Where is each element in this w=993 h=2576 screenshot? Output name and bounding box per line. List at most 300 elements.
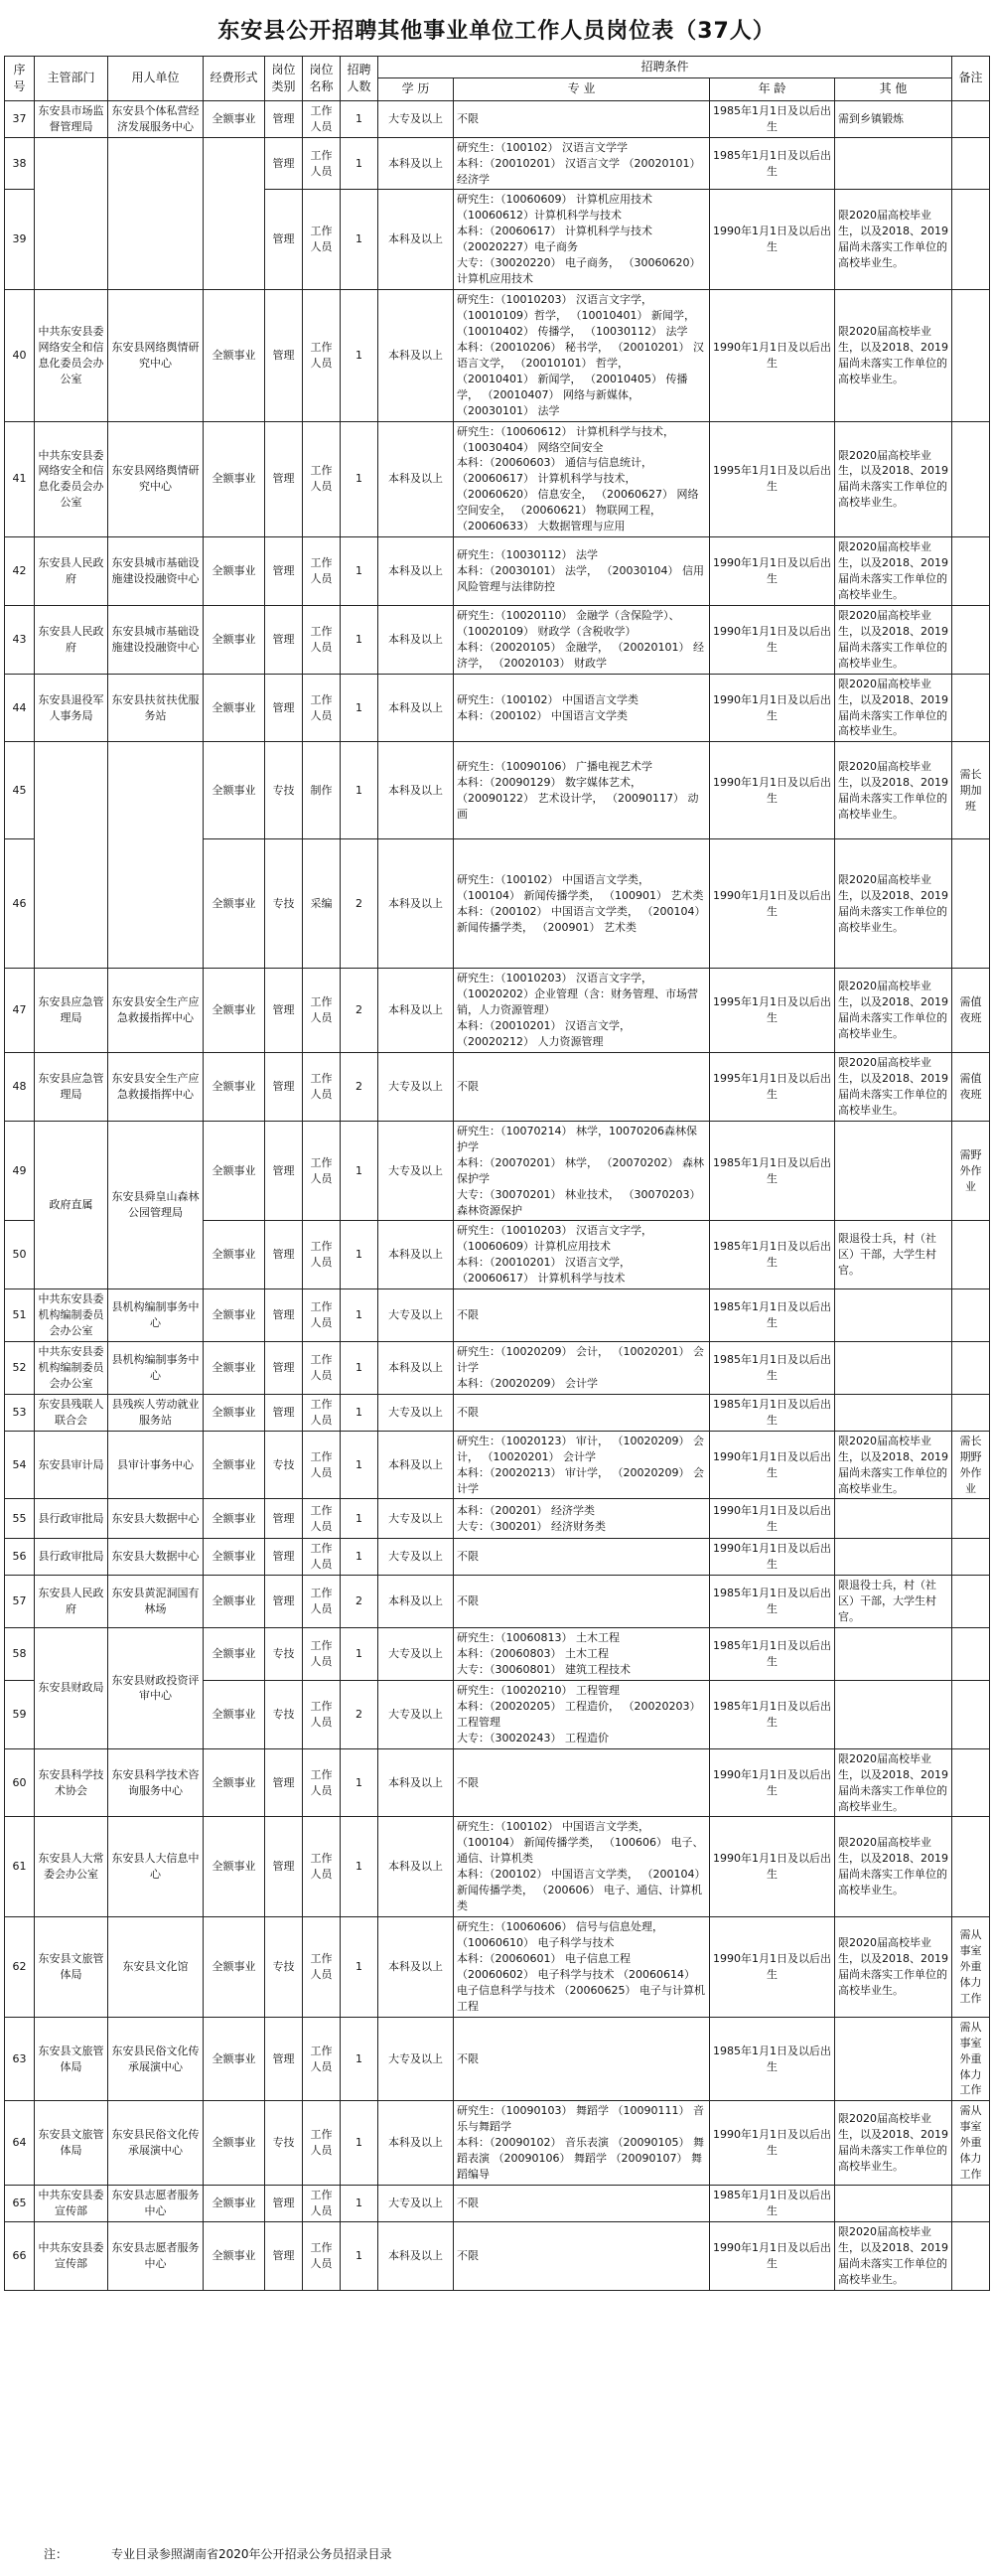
age-cell: 1990年1月1日及以后出生 (710, 2221, 835, 2290)
table-row (5, 1748, 990, 1817)
age-cell: 1995年1月1日及以后出生 (710, 421, 835, 537)
education-cell: 大专及以上 (378, 100, 454, 137)
major-cell: 研究生：（10030112） 法学 本科：（20030101） 法学， （20030104） 信用风险管理与法律防控 (454, 537, 710, 606)
funding-cell: 全额事业 (204, 1121, 265, 1221)
table-row (5, 605, 990, 674)
count-cell: 2 (341, 969, 378, 1053)
dept-cell: 东安县人民政府 (35, 1576, 108, 1628)
category-cell: 管理 (265, 1053, 303, 1122)
table-row (5, 2221, 990, 2290)
other-cell (835, 137, 952, 190)
count-cell: 1 (341, 1628, 378, 1681)
major-cell: 研究生：（10020210） 工程管理 本科：（20020205） 工程造价， （20020203） 工程管理 大专：（30020243） 工程造价 (454, 1680, 710, 1748)
remark-cell (952, 190, 990, 290)
row-no: 39 (5, 190, 35, 290)
funding-cell: 全额事业 (204, 1342, 265, 1395)
major-cell: 不限 (454, 2221, 710, 2290)
unit-cell: 东安县扶贫扶优服务站 (108, 674, 204, 742)
table-row (5, 2101, 990, 2186)
age-cell: 1990年1月1日及以后出生 (710, 1917, 835, 2018)
count-cell: 2 (341, 839, 378, 969)
count-cell: 1 (341, 2101, 378, 2186)
dept-cell: 中共东安县委网络安全和信息化委员会办公室 (35, 421, 108, 537)
category-cell: 专技 (265, 1431, 303, 1499)
unit-cell: 东安县网络舆情研究中心 (108, 421, 204, 537)
education-cell: 本科及以上 (378, 2221, 454, 2290)
major-cell: 本科：（200201） 经济学类 大专：（300201） 经济财务类 (454, 1499, 710, 1539)
count-cell: 1 (341, 190, 378, 290)
unit-cell: 东安县安全生产应急救援指挥中心 (108, 1053, 204, 1122)
page-title: 东安县公开招聘其他事业单位工作人员岗位表（37人） (217, 19, 776, 44)
unit-cell: 东安县科学技术咨询服务中心 (108, 1748, 204, 1817)
table-body (5, 100, 990, 2290)
dept-cell: 东安县市场监督管理局 (35, 100, 108, 137)
major-cell: 研究生：（10020110） 金融学（含保险学）、（10020109） 财政学（含税收学） 本科：（20020105） 金融学， （20020101） 经济学， （20020103） 财政学 (454, 605, 710, 674)
header-remark: 备注 (952, 57, 990, 101)
major-cell: 不限 (454, 1289, 710, 1342)
count-cell: 1 (341, 421, 378, 537)
remark-cell: 需长期加班 (952, 742, 990, 839)
dept-cell: 东安县文旅管体局 (35, 2017, 108, 2101)
count-cell: 1 (341, 1342, 378, 1395)
dept-cell: 东安县人大常委会办公室 (35, 1817, 108, 1917)
funding-cell: 全额事业 (204, 969, 265, 1053)
age-cell: 1985年1月1日及以后出生 (710, 1628, 835, 1681)
row-no: 40 (5, 290, 35, 422)
age-cell: 1995年1月1日及以后出生 (710, 969, 835, 1053)
position-cell: 采编 (303, 839, 341, 969)
major-cell: 研究生：（10010203） 汉语言文字学， （10020202）企业管理（含：财务管理、市场营销，人力资源管理） 本科：（20010201） 汉语言文学， （20020212） 人力资源管理 (454, 969, 710, 1053)
row-no: 38 (5, 137, 35, 190)
major-cell: 研究生：（10060606） 信号与信息处理， （10060610） 电子科学与技术 本科：（20060601） 电子信息工程 （20060602） 电子科学与技术 （20060614） 电子信息科学与技术 （20060625） 电子与计算机工程 (454, 1917, 710, 2018)
funding-cell: 全额事业 (204, 2101, 265, 2186)
unit-cell: 东安县舜皇山森林公园管理局 (108, 1121, 204, 1288)
category-cell: 管理 (265, 100, 303, 137)
education-cell: 本科及以上 (378, 969, 454, 1053)
age-cell: 1990年1月1日及以后出生 (710, 290, 835, 422)
education-cell: 本科及以上 (378, 421, 454, 537)
count-cell: 1 (341, 1917, 378, 2018)
table-row (5, 1817, 990, 1917)
header-no: 序号 (5, 57, 35, 101)
age-cell: 1990年1月1日及以后出生 (710, 742, 835, 839)
age-cell: 1990年1月1日及以后出生 (710, 1748, 835, 1817)
funding-cell: 全额事业 (204, 1680, 265, 1748)
table-row (5, 537, 990, 606)
dept-cell: 中共东安县委机构编制委员会办公室 (35, 1289, 108, 1342)
age-cell: 1985年1月1日及以后出生 (710, 1221, 835, 1289)
table-row (5, 1628, 990, 1681)
row-no: 56 (5, 1539, 35, 1576)
unit-cell (108, 137, 204, 289)
dept-cell: 东安县人民政府 (35, 537, 108, 606)
remark-cell (952, 2221, 990, 2290)
count-cell: 1 (341, 742, 378, 839)
unit-cell: 东安县网络舆情研究中心 (108, 290, 204, 422)
age-cell: 1995年1月1日及以后出生 (710, 1053, 835, 1122)
position-cell: 工作人员 (303, 1748, 341, 1817)
category-cell: 管理 (265, 1817, 303, 1917)
major-cell: 研究生：（10070214） 林学，10070206森林保护学 本科：（20070201） 林学， （20070202） 森林保护学 大专：（30070201） 林业技术， （30070203） 森林资源保护 (454, 1121, 710, 1221)
dept-cell: 东安县科学技术协会 (35, 1748, 108, 1817)
category-cell: 管理 (265, 190, 303, 290)
education-cell: 大专及以上 (378, 1289, 454, 1342)
education-cell: 本科及以上 (378, 674, 454, 742)
row-no: 62 (5, 1917, 35, 2018)
unit-cell: 东安县大数据中心 (108, 1539, 204, 1576)
position-cell: 工作人员 (303, 2186, 341, 2222)
dept-cell: 中共东安县委网络安全和信息化委员会办公室 (35, 290, 108, 422)
remark-cell: 需值夜班 (952, 1053, 990, 1122)
education-cell: 本科及以上 (378, 1576, 454, 1628)
table-row (5, 2017, 990, 2101)
other-cell: 限2020届高校毕业生，以及2018、2019届尚未落实工作单位的高校毕业生。 (835, 969, 952, 1053)
major-cell: 研究生：（10020209） 会计， （10020201） 会计学 本科：（20020209） 会计学 (454, 1342, 710, 1395)
age-cell: 1990年1月1日及以后出生 (710, 674, 835, 742)
position-cell: 工作人员 (303, 190, 341, 290)
funding-cell: 全额事业 (204, 1289, 265, 1342)
funding-cell: 全额事业 (204, 2017, 265, 2101)
age-cell: 1985年1月1日及以后出生 (710, 2017, 835, 2101)
major-cell: 不限 (454, 1394, 710, 1431)
position-cell: 工作人员 (303, 1053, 341, 1122)
row-no: 52 (5, 1342, 35, 1395)
age-cell: 1985年1月1日及以后出生 (710, 100, 835, 137)
education-cell: 大专及以上 (378, 1121, 454, 1221)
footnote (44, 2545, 436, 2562)
category-cell: 专技 (265, 1628, 303, 1681)
funding-cell: 全额事业 (204, 1499, 265, 1539)
remark-cell (952, 1680, 990, 1748)
funding-cell: 全额事业 (204, 1748, 265, 1817)
header-major: 专 业 (454, 78, 710, 100)
row-no: 47 (5, 969, 35, 1053)
remark-cell (952, 1748, 990, 1817)
category-cell: 专技 (265, 1680, 303, 1748)
other-cell: 限2020届高校毕业生，以及2018、2019届尚未落实工作单位的高校毕业生。 (835, 1817, 952, 1917)
position-cell: 工作人员 (303, 2101, 341, 2186)
table-row (5, 1917, 990, 2018)
position-cell: 工作人员 (303, 1394, 341, 1431)
funding-cell (204, 137, 265, 289)
age-cell: 1985年1月1日及以后出生 (710, 1680, 835, 1748)
position-cell: 工作人员 (303, 2017, 341, 2101)
unit-cell: 县机构编制事务中心 (108, 1289, 204, 1342)
major-cell: 研究生：（10090106） 广播电视艺术学 本科：（20090129） 数字媒体艺术， （20090122） 艺术设计学， （20090117） 动画 (454, 742, 710, 839)
unit-cell: 东安县民俗文化传承展演中心 (108, 2101, 204, 2186)
age-cell: 1985年1月1日及以后出生 (710, 1342, 835, 1395)
count-cell: 2 (341, 1053, 378, 1122)
row-no: 61 (5, 1817, 35, 1917)
count-cell: 1 (341, 100, 378, 137)
education-cell: 本科及以上 (378, 190, 454, 290)
category-cell: 管理 (265, 1499, 303, 1539)
major-cell: 不限 (454, 2186, 710, 2222)
major-cell: 不限 (454, 1748, 710, 1817)
footnote-text: 专业目录参照湖南省2020年公开招录公务员招录目录 (111, 2547, 392, 2561)
count-cell: 1 (341, 1394, 378, 1431)
remark-cell (952, 1342, 990, 1395)
remark-cell (952, 1499, 990, 1539)
header-dept: 主管部门 (35, 57, 108, 101)
major-cell: 研究生：（10010203） 汉语言文字学， （10060609）计算机应用技术 本科：（20010201） 汉语言文学， （20060617） 计算机科学与技术 (454, 1221, 710, 1289)
row-no: 54 (5, 1431, 35, 1499)
row-no: 64 (5, 2101, 35, 2186)
education-cell: 本科及以上 (378, 537, 454, 606)
funding-cell: 全额事业 (204, 839, 265, 969)
row-no: 66 (5, 2221, 35, 2290)
dept-cell: 东安县财政局 (35, 1628, 108, 1749)
education-cell: 大专及以上 (378, 1499, 454, 1539)
funding-cell: 全额事业 (204, 605, 265, 674)
dept-cell (35, 137, 108, 289)
unit-cell: 东安县人大信息中心 (108, 1817, 204, 1917)
header-funding: 经费形式 (204, 57, 265, 101)
major-cell: 研究生：（10060612） 计算机科学与技术， （10030404） 网络空间安全 本科：（20060603） 通信与信息统计， （20060617） 计算机科学与技术， （20060620） 信息安全， （20060627） 网络空间安全， （20060621） 物联网工程， （20060633） 大数据管理与应用 (454, 421, 710, 537)
position-cell: 工作人员 (303, 100, 341, 137)
count-cell: 1 (341, 2221, 378, 2290)
dept-cell: 县行政审批局 (35, 1539, 108, 1576)
other-cell (835, 1628, 952, 1681)
major-cell: 研究生：（100102） 中国语言文学类 本科：（200102） 中国语言文学类 (454, 674, 710, 742)
table-row (5, 742, 990, 839)
position-cell: 工作人员 (303, 969, 341, 1053)
education-cell: 大专及以上 (378, 1539, 454, 1576)
table-row (5, 1576, 990, 1628)
position-cell: 工作人员 (303, 1342, 341, 1395)
other-cell: 限2020届高校毕业生，以及2018、2019届尚未落实工作单位的高校毕业生。 (835, 605, 952, 674)
row-no: 41 (5, 421, 35, 537)
table-row (5, 2186, 990, 2222)
row-no: 53 (5, 1394, 35, 1431)
dept-cell: 东安县审计局 (35, 1431, 108, 1499)
other-cell: 限退役士兵，村（社区）干部，大学生村官。 (835, 1576, 952, 1628)
remark-cell (952, 605, 990, 674)
funding-cell: 全额事业 (204, 1221, 265, 1289)
count-cell: 1 (341, 2017, 378, 2101)
row-no: 55 (5, 1499, 35, 1539)
category-cell: 管理 (265, 1539, 303, 1576)
other-cell (835, 1499, 952, 1539)
funding-cell: 全额事业 (204, 100, 265, 137)
funding-cell: 全额事业 (204, 1817, 265, 1917)
remark-cell (952, 137, 990, 190)
age-cell: 1985年1月1日及以后出生 (710, 137, 835, 190)
position-cell: 工作人员 (303, 1817, 341, 1917)
header-category: 岗位类别 (265, 57, 303, 101)
education-cell: 本科及以上 (378, 605, 454, 674)
table-row (5, 1342, 990, 1395)
remark-cell (952, 290, 990, 422)
footnote-label: 注： (44, 2547, 69, 2561)
category-cell: 管理 (265, 137, 303, 190)
row-no: 50 (5, 1221, 35, 1289)
dept-cell: 中共东安县委宣传部 (35, 2221, 108, 2290)
age-cell: 1985年1月1日及以后出生 (710, 2186, 835, 2222)
dept-cell: 县行政审批局 (35, 1499, 108, 1539)
row-no: 48 (5, 1053, 35, 1122)
dept-cell (35, 742, 108, 969)
position-cell: 工作人员 (303, 1576, 341, 1628)
other-cell: 限2020届高校毕业生，以及2018、2019届尚未落实工作单位的高校毕业生。 (835, 290, 952, 422)
remark-cell (952, 839, 990, 969)
category-cell: 管理 (265, 2221, 303, 2290)
funding-cell: 全额事业 (204, 1053, 265, 1122)
major-cell: 不限 (454, 1053, 710, 1122)
position-cell: 工作人员 (303, 290, 341, 422)
header-education: 学 历 (378, 78, 454, 100)
education-cell: 本科及以上 (378, 1342, 454, 1395)
position-cell: 工作人员 (303, 674, 341, 742)
age-cell: 1990年1月1日及以后出生 (710, 2101, 835, 2186)
education-cell: 本科及以上 (378, 137, 454, 190)
category-cell: 管理 (265, 1289, 303, 1342)
other-cell: 需到乡镇锻炼 (835, 100, 952, 137)
remark-cell (952, 421, 990, 537)
other-cell (835, 1342, 952, 1395)
education-cell: 本科及以上 (378, 1431, 454, 1499)
position-cell: 工作人员 (303, 1917, 341, 2018)
education-cell: 本科及以上 (378, 290, 454, 422)
major-cell: 不限 (454, 1576, 710, 1628)
other-cell: 限2020届高校毕业生，以及2018、2019届尚未落实工作单位的高校毕业生。 (835, 421, 952, 537)
position-cell: 工作人员 (303, 1680, 341, 1748)
funding-cell: 全额事业 (204, 1394, 265, 1431)
unit-cell: 东安县黄泥洞国有林场 (108, 1576, 204, 1628)
education-cell: 大专及以上 (378, 1394, 454, 1431)
count-cell: 1 (341, 1221, 378, 1289)
position-cell: 工作人员 (303, 605, 341, 674)
other-cell: 限退役士兵，村（社区）干部，大学生村官。 (835, 1221, 952, 1289)
age-cell: 1990年1月1日及以后出生 (710, 537, 835, 606)
count-cell: 1 (341, 1121, 378, 1221)
row-no: 58 (5, 1628, 35, 1681)
position-cell: 工作人员 (303, 137, 341, 190)
position-cell: 工作人员 (303, 1289, 341, 1342)
other-cell (835, 1121, 952, 1221)
age-cell: 1985年1月1日及以后出生 (710, 1576, 835, 1628)
header-requirements: 招聘条件 (378, 57, 952, 78)
age-cell: 1985年1月1日及以后出生 (710, 1394, 835, 1431)
other-cell: 限2020届高校毕业生，以及2018、2019届尚未落实工作单位的高校毕业生。 (835, 1748, 952, 1817)
funding-cell: 全额事业 (204, 1628, 265, 1681)
age-cell: 1990年1月1日及以后出生 (710, 1817, 835, 1917)
category-cell: 管理 (265, 674, 303, 742)
count-cell: 1 (341, 537, 378, 606)
funding-cell: 全额事业 (204, 290, 265, 422)
funding-cell: 全额事业 (204, 1917, 265, 2018)
count-cell: 1 (341, 137, 378, 190)
unit-cell: 东安县财政投资评审中心 (108, 1628, 204, 1749)
remark-cell: 需从事室外重体力工作 (952, 1917, 990, 2018)
unit-cell (108, 742, 204, 969)
funding-cell: 全额事业 (204, 2221, 265, 2290)
count-cell: 1 (341, 290, 378, 422)
remark-cell (952, 100, 990, 137)
category-cell: 管理 (265, 1576, 303, 1628)
dept-cell: 中共东安县委宣传部 (35, 2186, 108, 2222)
table-row (5, 969, 990, 1053)
unit-cell: 东安县志愿者服务中心 (108, 2221, 204, 2290)
category-cell: 管理 (265, 605, 303, 674)
position-cell: 工作人员 (303, 1221, 341, 1289)
category-cell: 专技 (265, 2101, 303, 2186)
row-no: 57 (5, 1576, 35, 1628)
education-cell: 大专及以上 (378, 1053, 454, 1122)
education-cell: 本科及以上 (378, 1817, 454, 1917)
other-cell (835, 1680, 952, 1748)
funding-cell: 全额事业 (204, 1576, 265, 1628)
funding-cell: 全额事业 (204, 1431, 265, 1499)
dept-cell: 东安县文旅管体局 (35, 2101, 108, 2186)
major-cell: 研究生：（10060813） 土木工程 本科：（20060803） 土木工程 大专：（30060801） 建筑工程技术 (454, 1628, 710, 1681)
remark-cell (952, 1394, 990, 1431)
table-row (5, 421, 990, 537)
table-row (5, 1431, 990, 1499)
education-cell: 本科及以上 (378, 839, 454, 969)
dept-cell: 东安县应急管理局 (35, 969, 108, 1053)
table-row (5, 137, 990, 190)
category-cell: 管理 (265, 969, 303, 1053)
remark-cell: 需从事室外重体力工作 (952, 2017, 990, 2101)
other-cell: 限2020届高校毕业生，以及2018、2019届尚未落实工作单位的高校毕业生。 (835, 1917, 952, 2018)
table-row (5, 1394, 990, 1431)
funding-cell: 全额事业 (204, 674, 265, 742)
count-cell: 1 (341, 2186, 378, 2222)
category-cell: 管理 (265, 421, 303, 537)
table-row (5, 1121, 990, 1221)
remark-cell: 需长期野外作业 (952, 1431, 990, 1499)
dept-cell: 东安县文旅管体局 (35, 1917, 108, 2018)
unit-cell: 东安县城市基础设施建设投融资中心 (108, 537, 204, 606)
position-cell: 工作人员 (303, 2221, 341, 2290)
major-cell: 不限 (454, 2017, 710, 2101)
unit-cell: 县审计事务中心 (108, 1431, 204, 1499)
category-cell: 管理 (265, 2017, 303, 2101)
position-cell: 工作人员 (303, 1431, 341, 1499)
funding-cell: 全额事业 (204, 742, 265, 839)
row-no: 44 (5, 674, 35, 742)
funding-cell: 全额事业 (204, 537, 265, 606)
education-cell: 本科及以上 (378, 1221, 454, 1289)
count-cell: 1 (341, 1748, 378, 1817)
other-cell (835, 2186, 952, 2222)
other-cell: 限2020届高校毕业生，以及2018、2019届尚未落实工作单位的高校毕业生。 (835, 1053, 952, 1122)
other-cell: 限2020届高校毕业生，以及2018、2019届尚未落实工作单位的高校毕业生。 (835, 742, 952, 839)
header-other: 其 他 (835, 78, 952, 100)
other-cell: 限2020届高校毕业生，以及2018、2019届尚未落实工作单位的高校毕业生。 (835, 839, 952, 969)
dept-cell: 东安县应急管理局 (35, 1053, 108, 1122)
position-cell: 工作人员 (303, 421, 341, 537)
other-cell: 限2020届高校毕业生，以及2018、2019届尚未落实工作单位的高校毕业生。 (835, 537, 952, 606)
category-cell: 管理 (265, 1121, 303, 1221)
category-cell: 专技 (265, 839, 303, 969)
other-cell (835, 1394, 952, 1431)
header-unit: 用人单位 (108, 57, 204, 101)
table-row (5, 1289, 990, 1342)
age-cell: 1990年1月1日及以后出生 (710, 1539, 835, 1576)
positions-table (4, 56, 990, 2291)
other-cell: 限2020届高校毕业生，以及2018、2019届尚未落实工作单位的高校毕业生。 (835, 674, 952, 742)
dept-cell: 中共东安县委机构编制委员会办公室 (35, 1342, 108, 1395)
row-no: 46 (5, 839, 35, 969)
category-cell: 管理 (265, 537, 303, 606)
row-no: 65 (5, 2186, 35, 2222)
education-cell: 本科及以上 (378, 2101, 454, 2186)
position-cell: 工作人员 (303, 1121, 341, 1221)
unit-cell: 东安县文化馆 (108, 1917, 204, 2018)
unit-cell: 东安县民俗文化传承展演中心 (108, 2017, 204, 2101)
